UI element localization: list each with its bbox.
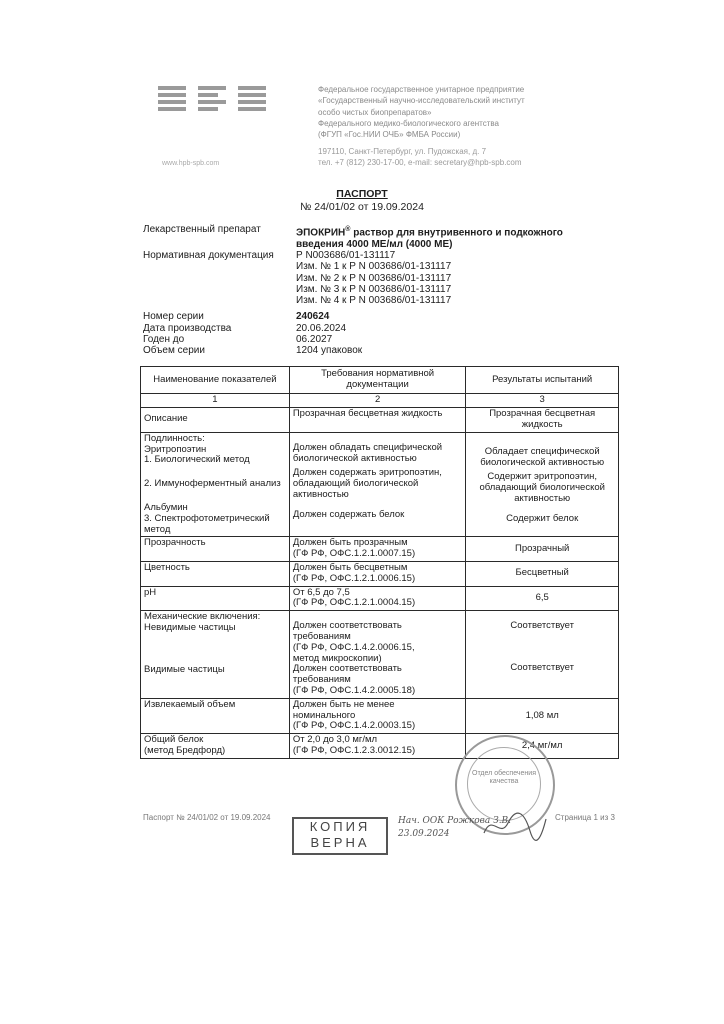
param-name: pH [141,586,290,611]
handwritten-line: Нач. ООК Рожкова З.В. [398,816,512,826]
normdoc-item: Изм. № 2 к Р N 003686/01-131117 [296,272,452,284]
req-line: (ГФ РФ, ОФС.1.4.2.0006.15, [292,641,415,653]
normdoc-list [296,250,593,306]
invisible-particles: Невидимые частицы [144,621,236,633]
method-2-req: Должен содержать эритропоэтин, обладающий биологической активностью [292,467,442,500]
drug-desc-1: раствор для внутривенного и подкожного [350,227,563,239]
production-date-label: Дата производства [143,322,232,334]
contact-line: тел. +7 (812) 230-17-00, e-mail: secretary@hpb-spb.com [318,158,522,167]
param-requirement: Прозрачная бесцветная жидкость [289,407,466,432]
param-name [141,432,290,537]
table-row [141,561,619,586]
method-3: 3. Спектрофотометрический метод [144,512,270,535]
table-row [141,698,619,733]
drug-name [296,224,593,250]
param-result: 6,5 [466,586,619,611]
column-number: 2 [289,394,466,408]
param-name: Прозрачность [141,537,290,562]
param-name: Цветность [141,561,290,586]
registered-mark: ® [345,226,351,233]
method-1-res: Обладает специфической биологической активностью [480,445,605,468]
normdoc-item: Изм. № 4 к Р N 003686/01-131117 [296,295,452,307]
param-result: 2,4 мг/мл [466,734,619,759]
param-result [466,432,619,537]
req-line: Должен быть не менее [292,698,395,710]
org-line: «Государственный научно-исследовательский институт [318,96,525,106]
org-line: Федеральное государственное унитарное предприятие [318,85,525,94]
method-2: 2. Иммуноферментный анализ [144,478,281,490]
param-requirement [289,432,466,537]
expiry-label: Годен до [143,334,185,345]
method-1-req: Должен обладать специфической биологической активностью [292,441,443,464]
param-result: Прозрачная бесцветная жидкость [466,407,619,432]
table-row [141,407,619,432]
table-row [141,537,619,562]
header-cell: Требования нормативной документации [289,367,466,394]
page-title: ПАСПОРТ [336,188,388,200]
param-result: Прозрачный [466,537,619,562]
req-line: (ГФ РФ, ОФС.1.2.1.0006.15) [292,572,416,584]
series-label: Номер серии [143,311,204,323]
visible-result: Соответствует [510,661,574,673]
param-name: Описание [141,407,290,432]
stamp-line: КОПИЯ [309,819,371,834]
series-value: 240624 [296,311,330,323]
drug-name-text: ЭПОКРИН [296,227,346,239]
method-3-res: Содержит белок [506,512,579,524]
req-line: (ГФ РФ, ОФС.1.2.1.0007.15) [292,548,416,560]
potency-substance: Эритропоэтин [144,443,207,455]
normdoc-label: Нормативная документация [143,249,274,261]
org-line: Федерального медико-биологического агентства [318,118,499,128]
drug-info [143,224,593,357]
header-cell: Наименование показателей [141,367,290,394]
param-requirement [289,586,466,611]
normdoc-item: Изм. № 1 к Р N 003686/01-131117 [296,261,452,273]
normdoc-item: Р N003686/01-131117 [296,249,396,261]
table-row [141,734,619,759]
param-requirement [289,561,466,586]
req-line: Должен соответствовать [292,620,402,632]
req-line: метод микроскопии) [292,652,382,664]
param-requirement [289,611,466,699]
req-line: требованиям [292,674,351,686]
table-row [141,432,619,537]
expiry-value: 06.2027 [296,334,333,345]
company-logo [158,86,268,114]
req-line: От 6,5 до 7,5 [292,586,350,598]
req-line: требованиям [292,630,351,642]
param-requirement [289,537,466,562]
req-line: Должен быть прозрачным [292,537,408,549]
column-number: 3 [466,394,619,408]
organization-name [318,84,588,140]
method-3-req: Должен содержать белок [292,508,405,520]
column-number: 1 [141,394,290,408]
copy-certified-stamp [292,817,388,855]
stamp-line: ВЕРНА [310,835,370,850]
footer-passport: Паспорт № 24/01/02 от 19.09.2024 [143,813,271,822]
table-header-row [141,367,619,394]
org-website: www.hpb-spb.com [162,160,220,167]
table-row [141,611,619,699]
signature [480,805,550,845]
org-line: особо чистых биопрепаратов» [318,107,432,117]
normdoc-item: Изм. № 3 к Р N 003686/01-131117 [296,283,452,295]
method-2-res: Содержит эритропоэтин, обладающий биологической активностью [479,471,605,504]
drug-label: Лекарственный препарат [143,224,261,235]
param-result [466,611,619,699]
batch-volume-value: 1204 упаковок [296,345,363,357]
param-name [141,734,290,759]
handwritten-line: 23.09.2024 [398,829,450,839]
param-name: Извлекаемый объем [141,698,290,733]
drug-desc-2: введения 4000 МЕ/мл (4000 МЕ) [296,238,453,250]
table-row [141,586,619,611]
method-1: 1. Биологический метод [144,454,250,466]
param-requirement [289,698,466,733]
param-result: Бесцветный [466,561,619,586]
page-number: Страница 1 из 3 [555,813,615,822]
visible-particles: Видимые частицы [144,663,225,675]
results-table [140,366,619,759]
contact-line: 197110, Санкт-Петербург, ул. Пудожская, д. 7 [318,147,487,156]
seal-text: Отдел обеспечения качества [472,770,536,785]
header-cell: Результаты испытаний [466,367,619,394]
req-line: (ГФ РФ, ОФС.1.2.3.0012.15) [292,744,416,756]
req-line: Должен быть бесцветным [292,561,408,573]
param-name [141,611,290,699]
name-line: Общий белок [144,734,204,746]
param-result: 1,08 мл [466,698,619,733]
name-line: (метод Бредфорд) [144,744,226,756]
mech-title: Механические включения: [144,611,261,623]
req-line: (ГФ РФ, ОФС.1.4.2.0005.18) [292,684,416,696]
req-line: (ГФ РФ, ОФС.1.2.1.0004.15) [292,597,416,609]
organization-contacts [318,146,588,168]
production-date-value: 20.06.2024 [296,322,347,334]
table-number-row [141,394,619,408]
param-requirement [289,734,466,759]
passport-number: № 24/01/02 от 19.09.2024 [300,201,424,213]
req-line: От 2,0 до 3,0 мг/мл [292,734,378,746]
albumin-label: Альбумин [144,501,188,513]
req-line: номинального [292,709,356,721]
req-line: (ГФ РФ, ОФС.1.4.2.0003.15) [292,720,416,732]
org-line: (ФГУП «Гос.НИИ ОЧБ» ФМБА России) [318,130,461,140]
potency-title: Подлинность: [144,432,205,444]
req-line: Должен соответствовать [292,663,402,675]
batch-volume-label: Объем серии [143,345,205,357]
invisible-result: Соответствует [510,620,574,632]
